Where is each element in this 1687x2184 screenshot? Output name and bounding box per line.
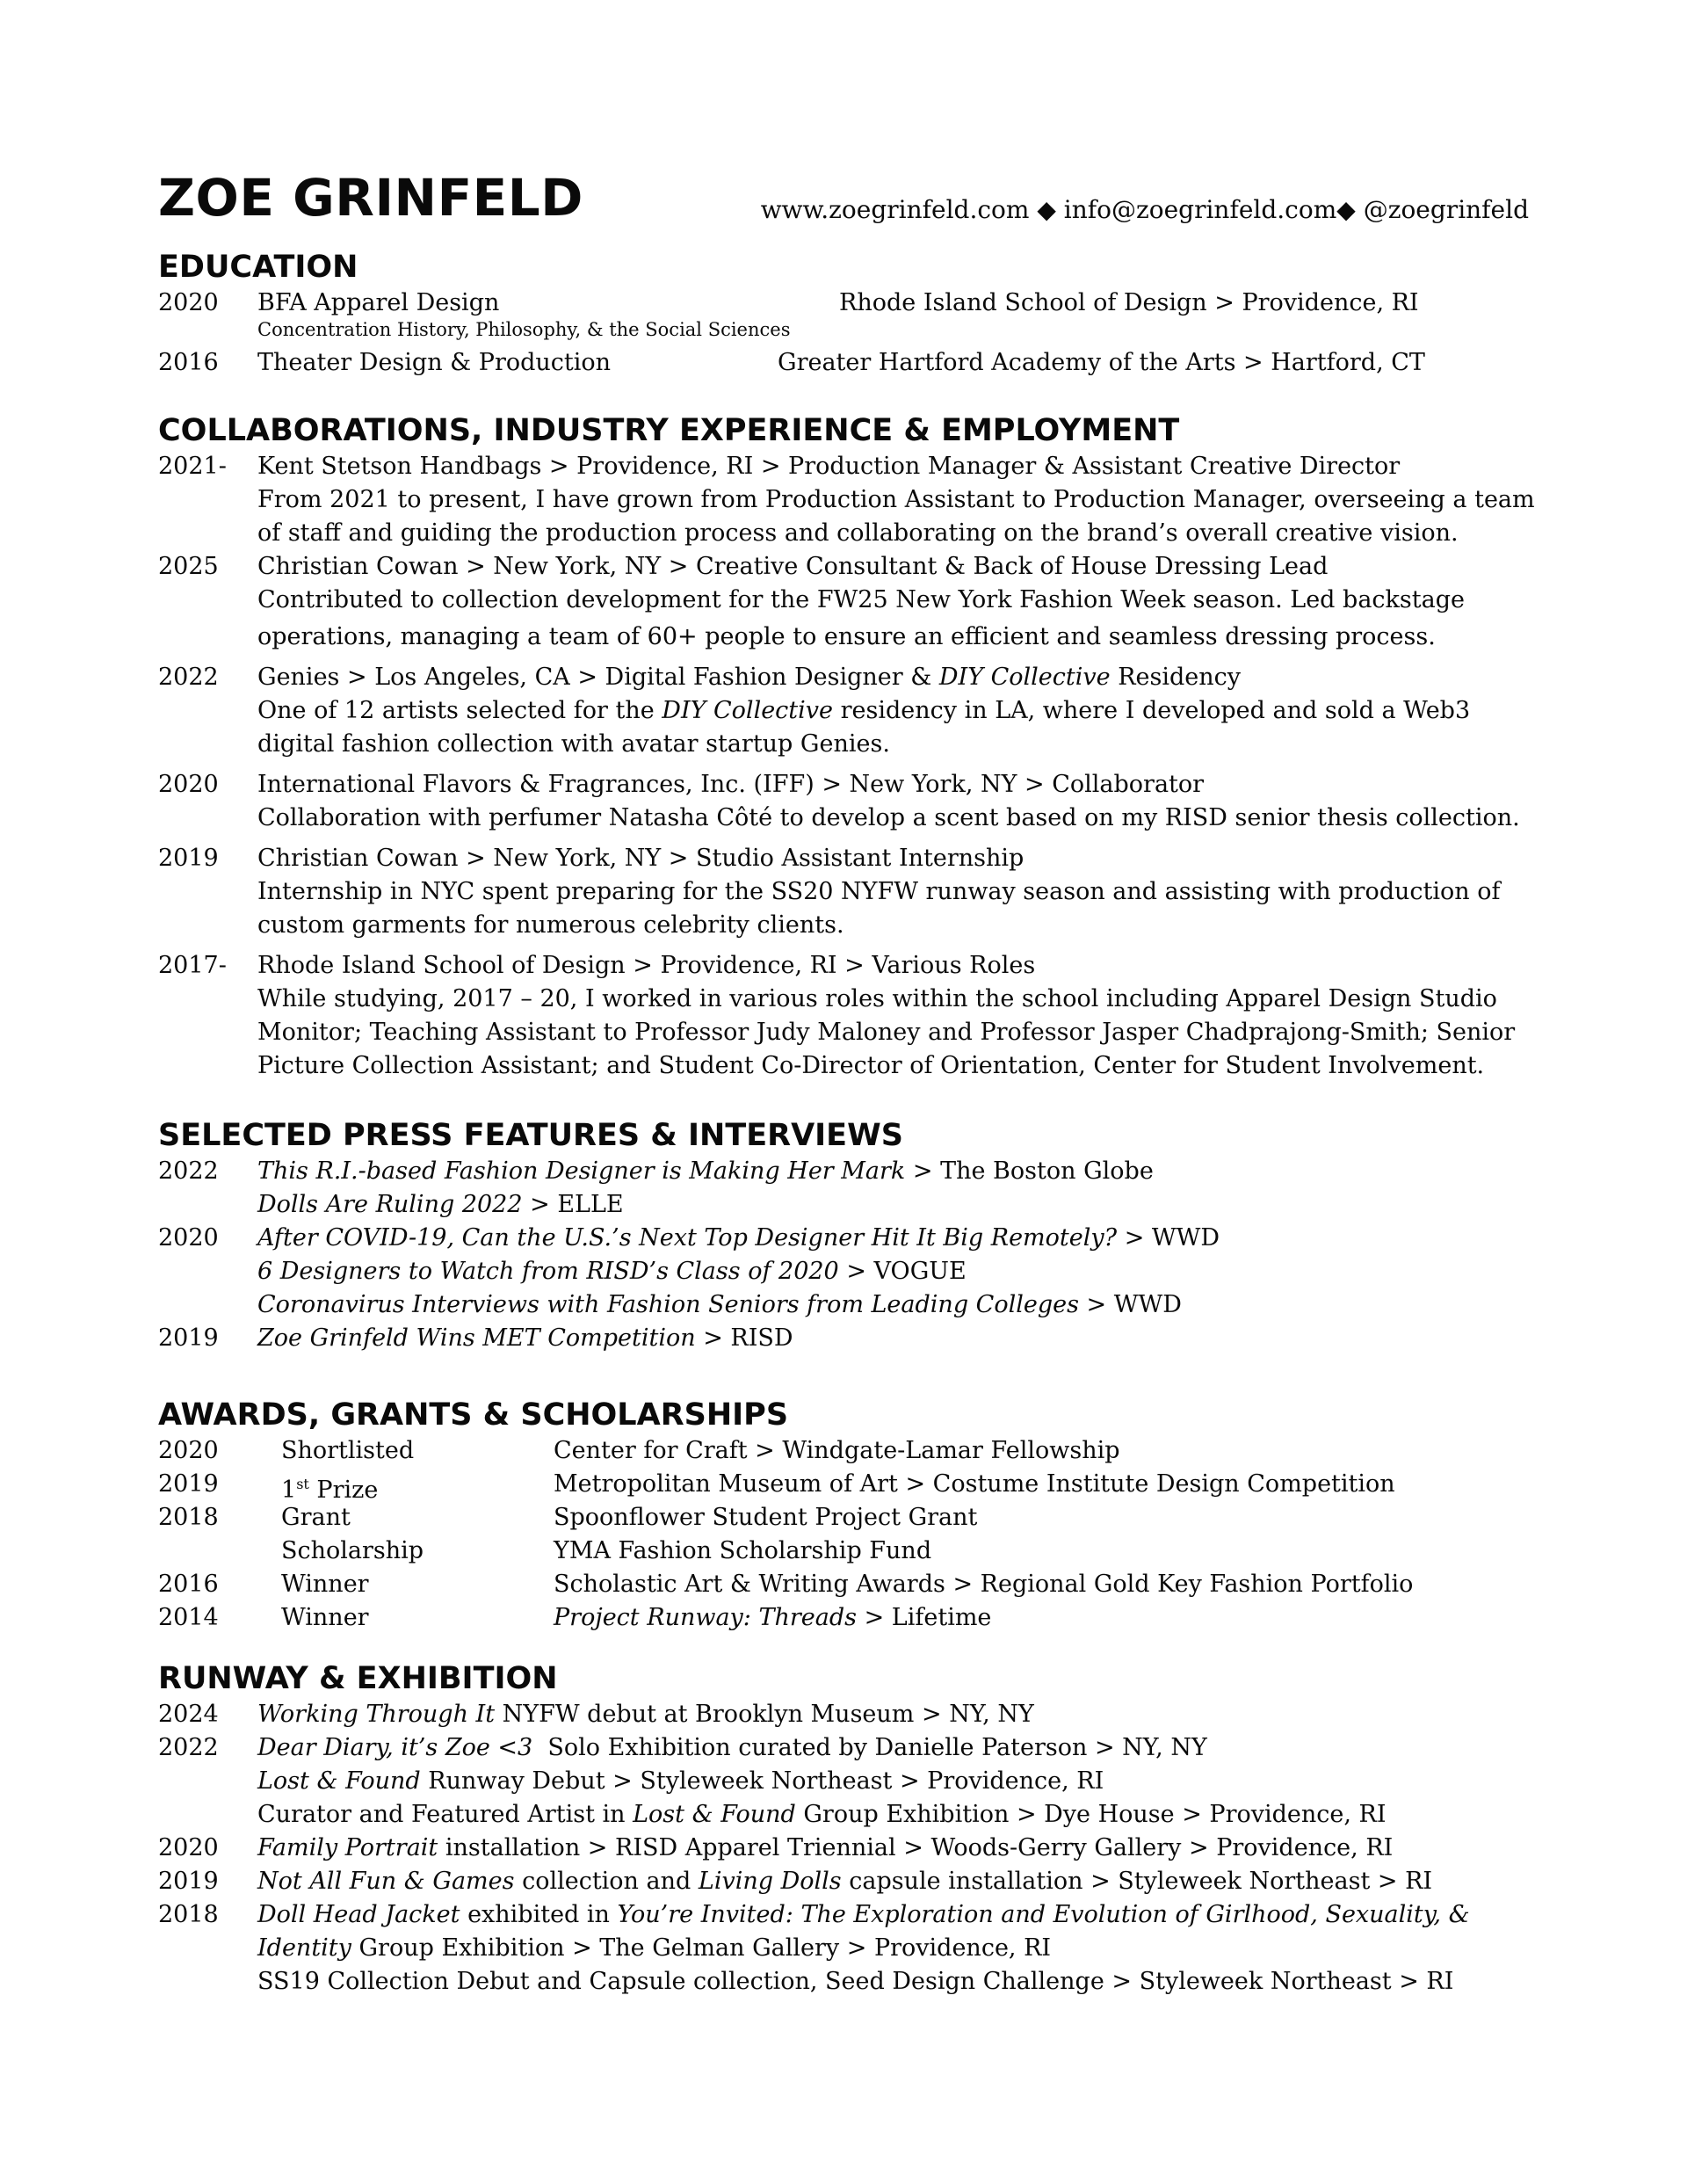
list-item: Coronavirus Interviews with Fashion Seniors from Leading Colleges > WWD	[257, 1291, 1182, 1318]
list-item: 2019 Not All Fun & Games collection and Living Dolls capsule installation > Styleweek Northeast > RI	[158, 1868, 1433, 1895]
list-item: Lost & Found Runway Debut > Styleweek Northeast > Providence, RI	[257, 1767, 1104, 1795]
entry-description: One of 12 artists selected for the DIY Collective residency in LA, where I developed and sold a Web3	[257, 697, 1471, 724]
list-item	[158, 768, 1529, 802]
list-item	[158, 949, 1529, 983]
contact-line: www.zoegrinfeld.com ◆ info@zoegrinfeld.com◆ @zoegrinfeld	[760, 195, 1529, 224]
section-title: AWARDS, GRANTS & SCHOLARSHIPS	[158, 1397, 789, 1433]
list-item: 2020 After COVID-19, Can the U.S.’s Next Top Designer Hit It Big Remotely? > WWD	[158, 1224, 1220, 1252]
entry-description: Picture Collection Assistant; and Student Co-Director of Orientation, Center for Student Involvement.	[257, 1052, 1485, 1079]
list-item: 2024 Working Through It NYFW debut at Brooklyn Museum > NY, NY	[158, 1701, 1034, 1728]
entry-heading: Kent Stetson Handbags > Providence, RI > Production Manager & Assistant Creative Director	[257, 453, 1401, 480]
section-title: COLLABORATIONS, INDUSTRY EXPERIENCE & EMPLOYMENT	[158, 413, 1180, 448]
list-item: 2022 This R.I.-based Fashion Designer is Making Her Mark > The Boston Globe	[158, 1157, 1154, 1185]
list-item	[158, 450, 1529, 483]
year: 2016	[158, 349, 219, 376]
awards-section	[158, 1396, 1529, 1635]
entry-description: From 2021 to present, I have grown from Production Assistant to Production Manager, overseeing a team	[257, 486, 1535, 513]
list-item: 2020 Shortlisted Center for Craft > Windgate-Lamar Fellowship	[158, 1437, 1120, 1464]
list-item: 2019 1st Prize Metropolitan Museum of Art > Costume Institute Design Competition	[158, 1470, 1395, 1504]
runway-section	[158, 1659, 1529, 1999]
entry-description: of staff and guiding the production process and collaborating on the brand’s overall creative vision.	[257, 519, 1459, 547]
list-item: 2018 Grant Spoonflower Student Project Grant	[158, 1504, 978, 1531]
section-title: RUNWAY & EXHIBITION	[158, 1661, 558, 1696]
section-title: SELECTED PRESS FEATURES & INTERVIEWS	[158, 1118, 903, 1153]
list-item: 6 Designers to Watch from RISD’s Class of 2020 > VOGUE	[257, 1258, 967, 1285]
list-item	[158, 550, 1529, 584]
list-item: Identity Group Exhibition > The Gelman Gallery > Providence, RI	[257, 1934, 1052, 1962]
entry-heading: International Flavors & Fragrances, Inc. (IFF) > New York, NY > Collaborator	[257, 771, 1205, 798]
entry-description: Collaboration with perfumer Natasha Côté to develop a scent based on my RISD senior thesis collection.	[257, 804, 1520, 831]
list-item: 2022 Dear Diary, it’s Zoe <3 Solo Exhibition curated by Danielle Paterson > NY, NY	[158, 1734, 1207, 1761]
list-item: Scholarship YMA Fashion Scholarship Fund	[281, 1537, 932, 1564]
list-item: 2019 Zoe Grinfeld Wins MET Competition > RISD	[158, 1324, 793, 1352]
year: 2017-	[158, 952, 227, 979]
list-item: 2014 Winner Project Runway: Threads > Lifetime	[158, 1604, 992, 1631]
list-item: 2018 Doll Head Jacket exhibited in You’re Invited: The Exploration and Evolution of Girlhood, Sexuality, &	[158, 1901, 1470, 1928]
list-item	[158, 842, 1529, 875]
experience-section	[158, 411, 1535, 1083]
entry-description: Monitor; Teaching Assistant to Professor Judy Maloney and Professor Jasper Chadprajong-Smith; Senior	[257, 1019, 1516, 1046]
entry-description: digital fashion collection with avatar startup Genies.	[257, 730, 890, 758]
degree-note: Concentration History, Philosophy, & the Social Sciences	[257, 319, 791, 340]
degree: BFA Apparel Design	[257, 289, 500, 316]
year: 2019	[158, 845, 219, 872]
entry-description: operations, managing a team of 60+ people to ensure an efficient and seamless dressing process.	[257, 623, 1436, 650]
list-item: 2016 Winner Scholastic Art & Writing Awards > Regional Gold Key Fashion Portfolio	[158, 1571, 1414, 1598]
list-item: Dolls Are Ruling 2022 > ELLE	[257, 1191, 624, 1218]
list-item: SS19 Collection Debut and Capsule collection, Seed Design Challenge > Styleweek Northeast > RI	[257, 1968, 1454, 1995]
entry-description: While studying, 2017 – 20, I worked in various roles within the school including Apparel Design Studio	[257, 985, 1497, 1012]
year: 2025	[158, 553, 219, 580]
year: 2021-	[158, 453, 227, 480]
entry-heading: Rhode Island School of Design > Providence, RI > Various Roles	[257, 952, 1036, 979]
list-item	[158, 287, 1529, 320]
year: 2020	[158, 771, 219, 798]
list-item: 2020 Family Portrait installation > RISD Apparel Triennial > Woods-Gerry Gallery > Providence, RI	[158, 1834, 1394, 1861]
entry-heading: Genies > Los Angeles, CA > Digital Fashion Designer & DIY Collective Residency	[257, 664, 1242, 691]
name-heading: ZOE GRINFELD	[158, 168, 583, 228]
education-section	[158, 248, 1529, 380]
entry-heading: Christian Cowan > New York, NY > Studio Assistant Internship	[257, 845, 1025, 872]
section-title: EDUCATION	[158, 250, 358, 285]
institution: Greater Hartford Academy of the Arts > Hartford, CT	[778, 349, 1425, 376]
institution: Rhode Island School of Design > Providence, RI	[839, 289, 1419, 316]
entry-description: Internship in NYC spent preparing for the SS20 NYFW runway season and assisting with production of	[257, 878, 1501, 905]
year: 2022	[158, 664, 219, 691]
list-item	[158, 346, 1529, 380]
list-item	[158, 661, 1529, 694]
year: 2020	[158, 289, 219, 316]
entry-heading: Christian Cowan > New York, NY > Creative Consultant & Back of House Dressing Lead	[257, 553, 1329, 580]
list-item: Curator and Featured Artist in Lost & Found Group Exhibition > Dye House > Providence, RI	[257, 1801, 1387, 1828]
entry-description: Contributed to collection development for the FW25 New York Fashion Week season. Led backstage	[257, 586, 1465, 613]
degree: Theater Design & Production	[257, 349, 612, 376]
entry-description: custom garments for numerous celebrity clients.	[257, 911, 844, 939]
press-section	[158, 1116, 1529, 1355]
